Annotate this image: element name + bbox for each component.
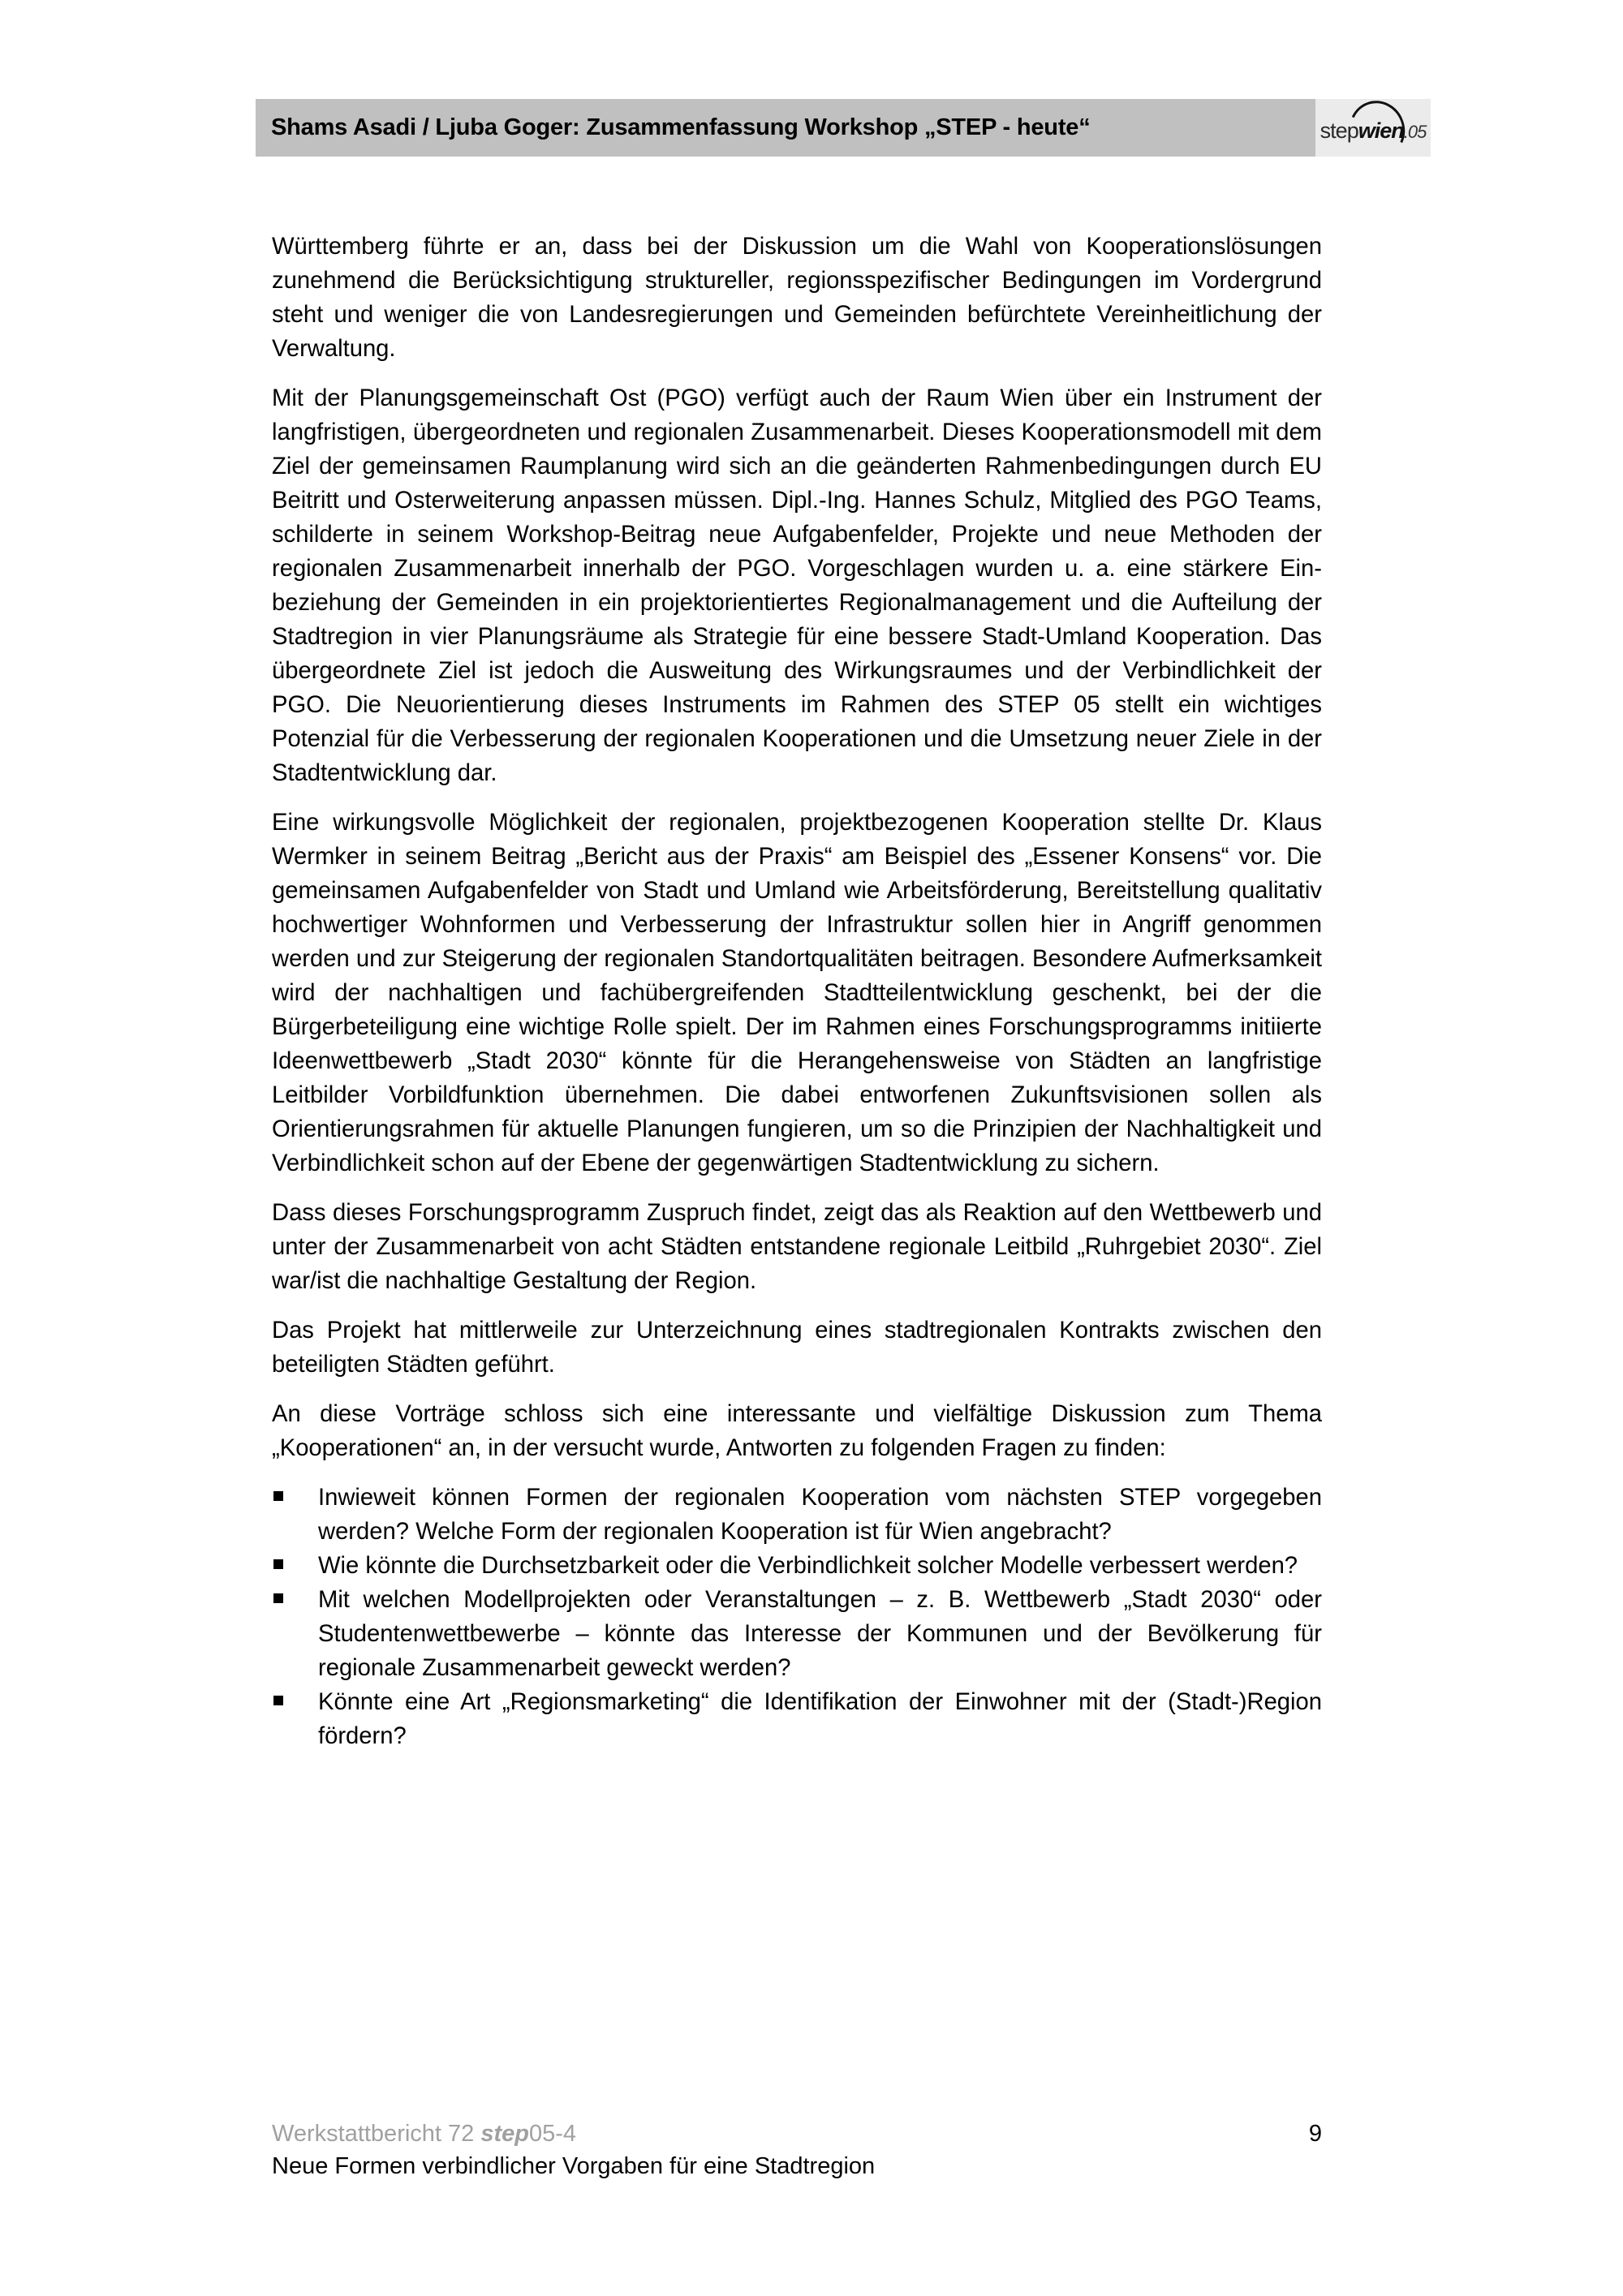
- square-bullet-icon: [273, 1559, 283, 1569]
- paragraph: Mit der Planungsgemeinschaft Ost (PGO) verfügt auch der Raum Wien über ein Instrument der langfristigen, übergeordneten und regionalen Zusammenarbeit. Dieses Kooperationsmodell mit dem Ziel der gemeinsamen Raumplanung wird sich an die geänderten Rahmenbedingungen durch EU Beitritt und Osterweiterung anpassen müssen. Dipl.-Ing. Hannes Schulz, Mitglied des PGO Teams, schilderte in seinem Workshop-Beitrag neue Aufgabenfelder, Projekte und neue Methoden der regionalen Zusammenarbeit innerhalb der PGO. Vorgeschlagen wurden u. a. eine stärkere Einbeziehung der Gemeinden in ein projektorientiertes Regionalmanagement und die Aufteilung der Stadtregion in vier Planungsräume als Strategie für eine bessere Stadt-Umland Kooperation. Das übergeordnete Ziel ist jedoch die Ausweitung des Wirkungsraumes und der Verbindlichkeit der PGO. Die Neuorientierung dieses Instruments im Rahmen des STEP 05 stellt ein wichtiges Potenzial für die Verbesserung der regionalen Kooperationen und die Umsetzung neuer Ziele in der Stadtentwicklung dar.: [272, 385, 1322, 786]
- list-item-text: Wie könnte die Durchsetzbarkeit oder die Verbindlichkeit solcher Modelle verbessert werden?: [318, 1553, 1298, 1579]
- step-wien-logo: [1320, 112, 1427, 144]
- logo-box: [1315, 99, 1431, 157]
- list-item-text: Mit welchen Modellprojekten oder Veranstaltungen – z. B. Wettbewerb „Stadt 2030“ oder Studentenwettbewerbe – könnte das Interesse der Kommunen und der Bevölkerung für regionale Zusammenarbeit geweckt werden?: [318, 1587, 1322, 1681]
- paragraph: Eine wirkungsvolle Möglichkeit der regionalen, projektbezogenen Kooperation stellte Dr. Klaus Wermker in seinem Beitrag „Bericht aus der Praxis“ am Beispiel des „Essener Konsens“ vor. Die gemeinsamen Aufgabenfelder von Stadt und Umland wie Arbeitsförderung, Bereitstellung qualitativ hochwertiger Wohnformen und Verbesserung der Infrastruktur sollen hier in Angriff genommen werden und zur Steigerung der regionalen Standortqualitäten beitragen. Besondere Aufmerksamkeit wird der nachhaltigen und fachübergreifenden Stadtteilentwicklung geschenkt, bei der die Bürgerbeteiligung eine wichtige Rolle spielt. Der im Rahmen eines Forschungsprogramms initiierte Ideenwettbewerb „Stadt 2030“ könnte für die Herangehensweise von Städten an langfristige Leitbilder Vorbildfunktion übernehmen. Die dabei entworfenen Zukunftsvisionen sollen als Orientierungsrahmen für aktuelle Planungen fungieren, um so die Prinzipien der Nachhaltigkeit und Verbindlichkeit schon auf der Ebene der gegenwärtigen Stadtentwicklung zu sichern.: [272, 810, 1322, 1176]
- page-footer: [272, 2118, 1322, 2182]
- question-list: [272, 1481, 1322, 1753]
- paragraph: Das Projekt hat mittlerweile zur Unterzeichnung eines stadtregionalen Kontrakts zwischen den beteiligten Städten geführt.: [272, 1318, 1322, 1378]
- logo-prefix: step: [1319, 118, 1358, 143]
- paragraph: Württemberg führte er an, dass bei der Diskussion um die Wahl von Kooperationslösungen zunehmend die Berücksichtigung struktureller, regionsspezifischer Bedingungen im Vordergrund steht und weniger die von Landesregierungen und Gemeinden befürchtete Vereinheitlichung der Verwaltung.: [272, 234, 1322, 362]
- footer-series-line: [272, 2118, 1322, 2150]
- square-bullet-icon: [273, 1696, 283, 1705]
- list-item: [272, 1481, 1322, 1549]
- page-number: 9: [1308, 2121, 1322, 2147]
- logo-suffix: .05: [1403, 122, 1427, 142]
- square-bullet-icon: [273, 1491, 283, 1501]
- list-item: [272, 1583, 1322, 1685]
- footer-series-suffix: 05-4: [529, 2121, 577, 2147]
- footer-series-step: step: [480, 2121, 529, 2147]
- footer-series-prefix: Werkstattbericht 72: [272, 2121, 481, 2147]
- body-text: [272, 230, 1322, 1753]
- header-title: Shams Asadi / Ljuba Goger: Zusammenfassung Workshop „STEP - heute“: [271, 114, 1091, 140]
- square-bullet-icon: [273, 1593, 283, 1603]
- paragraph: An diese Vorträge schloss sich eine interessante und vielfältige Diskussion zum Thema „Kooperationen“ an, in der versucht wurde, Antworten zu folgenden Fragen zu finden:: [272, 1401, 1322, 1461]
- paragraph: Dass dieses Forschungsprogramm Zuspruch findet, zeigt das als Reaktion auf den Wettbewerb und unter der Zusammenarbeit von acht Städten entstandene regionale Leitbild „Ruhrgebiet 2030“. Ziel war/ist die nachhaltige Gestaltung der Region.: [272, 1200, 1322, 1294]
- page-header: [256, 99, 1431, 157]
- list-item: [272, 1549, 1322, 1583]
- list-item: [272, 1685, 1322, 1753]
- list-item-text: Inwieweit können Formen der regionalen Kooperation vom nächsten STEP vorgegeben werden? Welche Form der regionalen Kooperation ist für Wien angebracht?: [318, 1485, 1322, 1545]
- header-title-box: [256, 99, 1315, 157]
- logo-swoosh-icon: [1341, 93, 1413, 167]
- logo-main: wien: [1358, 118, 1404, 143]
- footer-subtitle: Neue Formen verbindlicher Vorgaben für eine Stadtregion: [272, 2153, 876, 2179]
- footer-series: [272, 2118, 576, 2150]
- list-item-text: Könnte eine Art „Regionsmarketing“ die Identifikation der Einwohner mit der (Stadt-)Region fördern?: [318, 1689, 1322, 1749]
